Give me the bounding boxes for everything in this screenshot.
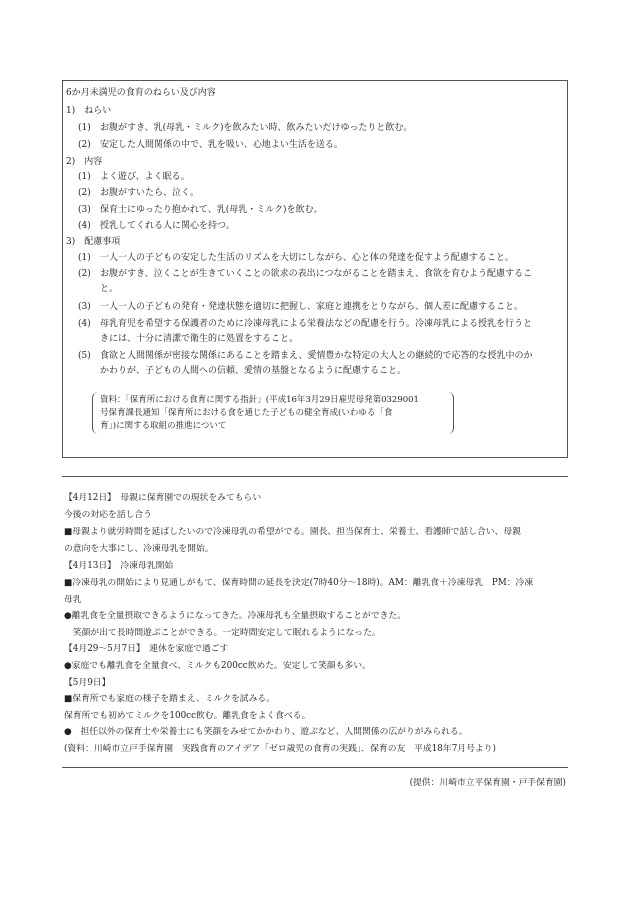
case-line: 【5月9日】 (64, 678, 111, 688)
case-line: 笑顔が出て長時間遊ぶことができる。一定時間安定して眠れるようになった。 (64, 628, 381, 638)
consideration-text-cont: と。 (100, 284, 119, 294)
case-line: ■冷凍母乳の開始により見通しがもて、保育時間の延長を決定(7時40分〜18時)。AM：離乳食＋冷凍母乳 PM：冷凍 (64, 578, 534, 588)
box-title: 6か月未満児の食育のねらい及び内容 (66, 88, 216, 98)
content-item-text: 授乳してくれる人に関心を持つ。 (100, 221, 235, 231)
credit-line: (提供：川崎市立平保育園・戸手保育園) (409, 778, 566, 788)
consideration-text: 母乳育児を希望する保護者のために冷凍母乳による栄養法などの配慮を行う。冷凍母乳による授乳を行うと (100, 319, 533, 329)
reference-line: 育」)に関する取組の推進について (100, 421, 227, 431)
consideration-num: (4) (78, 319, 91, 329)
aims-item-text: 安定した人間関係の中で、乳を吸い、心地よい生活を送る。 (100, 140, 343, 150)
section-content-heading: 2) 内容 (66, 157, 103, 167)
case-line: 今後の対応を話し合う (64, 510, 152, 520)
section-considerations-heading: 3) 配慮事項 (66, 237, 121, 247)
content-item-text: お腹がすいたら、泣く。 (100, 188, 199, 198)
reference-line: 資料：「保育所における食育に関する指針」(平成16年3月29日雇児母発第0329001 (100, 395, 419, 405)
aims-item-text: お腹がすき、乳(母乳・ミルク)を飲みたい時、飲みたいだけゆったりと飲む。 (100, 123, 413, 133)
consideration-text: 食欲と人間関係が密接な関係にあることを踏まえ、愛情豊かな特定の大人との継続的で応答的な授乳中のか (100, 351, 533, 361)
consideration-text: お腹がすき、泣くことが生きていくことの欲求の表出につながることを踏まえ、食欲を育むよう配慮するこ (100, 269, 533, 279)
case-line: ■保育所でも家庭の様子を踏まえ、ミルクを試みる。 (64, 694, 275, 704)
consideration-text-cont: かわりが、子どもの人間への信頼、愛情の基盤となるように配慮すること。 (100, 366, 407, 376)
case-line: 保育所でも初めてミルクを100cc飲む。離乳食をよく食べる。 (64, 711, 311, 721)
reference-line: 号保育課長通知「保育所における食を通じた子どもの健全育成(いわゆる「食 (100, 408, 393, 418)
bottom-divider (62, 767, 568, 768)
aims-item-num: (1) (78, 123, 91, 133)
case-line: 【4月29〜5月7日】 連休を家庭で過ごす (64, 644, 229, 654)
case-line: ● 担任以外の保育士や栄養士にも笑顔をみせてかかわり、遊ぶなど、人間関係の広がりがみられる。 (64, 727, 468, 737)
content-item-num: (3) (78, 205, 91, 215)
case-line: の意向を大事にし、冷凍母乳を開始。 (64, 544, 214, 554)
section-aims-heading: 1) ねらい (66, 106, 112, 116)
case-line: ■母親より就労時間を延ばしたいので冷凍母乳の希望がでる。園長、担当保育士、栄養士、看護師で話し合い、母親 (64, 527, 521, 537)
case-line: ●離乳食を全量摂取できるようになってきた。冷凍母乳も全量摂取することができた。 (64, 611, 406, 621)
consideration-num: (3) (78, 302, 91, 312)
consideration-num: (5) (78, 351, 91, 361)
case-line: 【4月13日】 冷凍母乳開始 (64, 561, 174, 571)
aims-item-num: (2) (78, 140, 91, 150)
consideration-text: 一人一人の子どもの安定した生活のリズムを大切にしながら、心と体の発達を促すよう配慮すること。 (100, 253, 514, 263)
consideration-text-cont: きには、十分に清潔で衛生的に処置をすること。 (100, 334, 299, 344)
top-divider (62, 476, 568, 477)
content-item-num: (4) (78, 221, 91, 231)
content-item-text: よく遊び、よく眠る。 (100, 172, 190, 182)
content-item-num: (2) (78, 188, 91, 198)
consideration-num: (2) (78, 269, 91, 279)
case-line: (資料：川崎市立戸手保育園 実践食育のアイデア「ゼロ歳児の食育の実践」．保育の友 平成18年7月号より) (64, 744, 496, 754)
case-line: ●家庭でも離乳食を全量食べ、ミルクも200cc飲めた。安定して笑顔も多い。 (64, 661, 371, 671)
content-item-text: 保育士にゆったり抱かれて、乳(母乳・ミルク)を飲む。 (100, 205, 323, 215)
case-line: 母乳 (64, 595, 82, 605)
content-item-num: (1) (78, 172, 91, 182)
consideration-num: (1) (78, 253, 91, 263)
case-line: 【4月12日】 母親に保育園での現状をみてもらい (64, 493, 262, 503)
consideration-text: 一人一人の子どもの発育・発達状態を適切に把握し、家庭と連携をとりながら、個人差に配慮すること。 (100, 302, 524, 312)
